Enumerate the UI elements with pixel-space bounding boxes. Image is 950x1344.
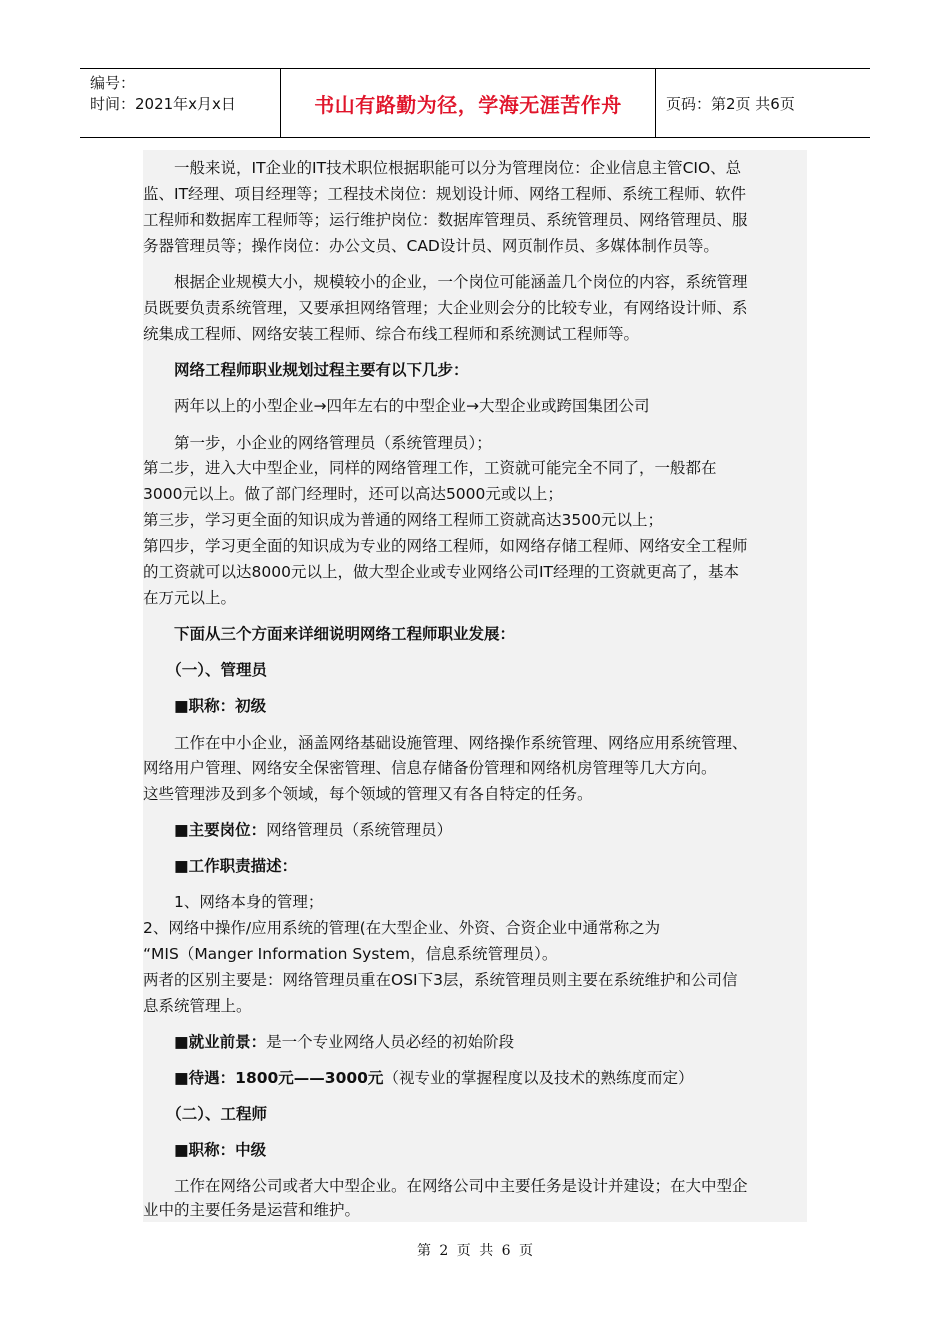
body-line: 在万元以上。 [143,589,237,607]
body-line: 两年以上的小型企业→四年左右的中型企业→大型企业或跨国集团公司 [143,397,650,415]
salary-value: 1800元——3000元 [235,1069,384,1087]
header-motto: 书山有路勤为径，学海无涯苦作舟 [280,69,656,137]
body-line: 两者的区别主要是：网络管理员重在OSI下3层，系统管理员则主要在系统维护和公司信 [143,971,738,989]
body-line: 监、IT经理、项目经理等；工程技术岗位：规划设计师、网络工程师、系统工程师、软件 [143,185,747,203]
duty-heading: ■工作职责描述： [143,857,298,875]
body-line: 工作在中小企业，涵盖网络基础设施管理、网络操作系统管理、网络应用系统管理、 [143,734,748,752]
body-line: 2、网络中操作/应用系统的管理(在大型企业、外资、合资企业中通常称之为 [143,919,661,937]
prospect-value: 是一个专业网络人员必经的初始阶段 [266,1033,515,1051]
page-footer: 第 2 页 共 6 页 [416,1243,534,1259]
rank-heading: ■职称：中级 [143,1141,267,1159]
body-line: 统集成工程师、网络安装工程师、综合布线工程师和系统测试工程师等。 [143,325,640,343]
post-line [143,817,807,843]
body-line: 业中的主要任务是运营和维护。 [143,1201,361,1219]
body-line: 一般来说，IT企业的IT技术职位根据职能可以分为管理岗位：企业信息主管CIO、总 [143,159,742,177]
page-header [80,68,870,138]
prospect-label: ■就业前景： [143,1033,267,1051]
header-meta [80,69,280,137]
document-body [143,150,807,1222]
body-line: 第四步，学习更全面的知识成为专业的网络工程师，如网络存储工程师、网络安全工程师 [143,537,748,555]
salary-label: ■待遇： [143,1069,236,1087]
body-line: 这些管理涉及到多个领域，每个领域的管理又有各自特定的任务。 [143,785,593,803]
body-line: 务器管理员等；操作岗位：办公文员、CAD设计员、网页制作员、多媒体制作员等。 [143,237,719,255]
time-label: 时间：2021年x月x日 [90,95,236,113]
header-page-label: 页码：第2页 共6页 [666,94,795,113]
body-line: “MIS（Manger Information System，信息系统管理员）。 [143,945,558,963]
body-line: 工作在网络公司或者大中型企业。在网络公司中主要任务是设计并建设；在大中型企 [143,1177,748,1195]
subsection-heading: （一）、管理员 [143,661,268,679]
section-heading: 网络工程师职业规划过程主要有以下几步： [143,361,469,379]
number-label: 编号： [90,74,136,92]
body-line: 网络用户管理、网络安全保密管理、信息存储备份管理和网络机房管理等几大方向。 [143,759,717,777]
body-line: 根据企业规模大小，规模较小的企业，一个岗位可能涵盖几个岗位的内容，系统管理 [143,273,748,291]
salary-note: （视专业的掌握程度以及技术的熟练度而定） [383,1069,694,1087]
rank-heading: ■职称：初级 [143,697,267,715]
body-line: 第一步，小企业的网络管理员（系统管理员）； [143,434,492,452]
post-label: ■主要岗位： [143,821,267,839]
body-line: 的工资就可以达8000元以上，做大型企业或专业网络公司IT经理的工资就更高了，基本 [143,563,739,581]
body-line: 第三步，学习更全面的知识成为普通的网络工程师工资就高达3500元以上； [143,511,663,529]
post-value: 网络管理员（系统管理员） [266,821,453,839]
salary-line [143,1065,807,1091]
section-heading: 下面从三个方面来详细说明网络工程师职业发展： [143,625,516,643]
body-line: 3000元以上。做了部门经理时，还可以高达5000元或以上； [143,485,563,503]
subsection-heading: （二）、工程师 [143,1105,268,1123]
body-line: 1、网络本身的管理； [143,893,324,911]
body-line: 第二步，进入大中型企业，同样的网络管理工作，工资就可能完全不同了，一般都在 [143,459,717,477]
body-line: 息系统管理上。 [143,997,252,1015]
prospect-line [143,1029,807,1055]
body-line: 员既要负责系统管理，又要承担网络管理；大企业则会分的比较专业，有网络设计师、系 [143,299,748,317]
body-line: 工程师和数据库工程师等；运行维护岗位：数据库管理员、系统管理员、网络管理员、服 [143,211,748,229]
